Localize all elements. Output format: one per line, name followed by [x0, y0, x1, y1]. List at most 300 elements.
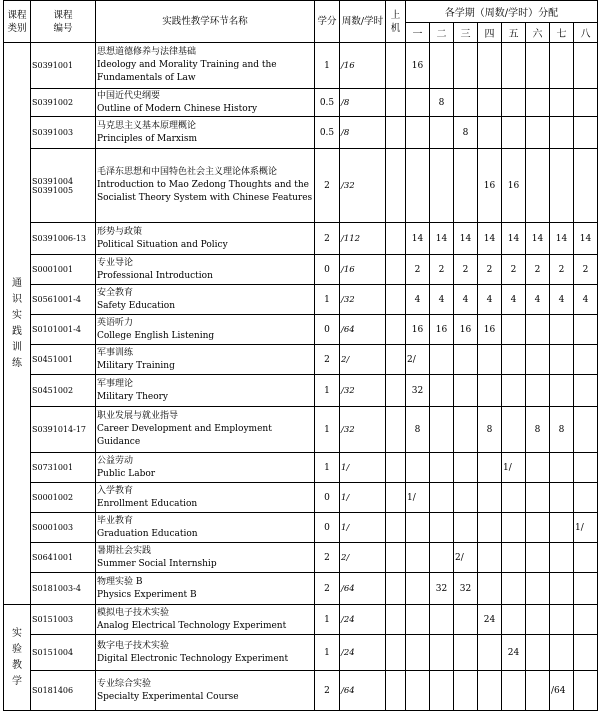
course-weeks-hours: 1/ — [340, 453, 386, 483]
course-name-en: Specialty Experimental Course — [97, 691, 239, 702]
course-name — [96, 483, 315, 513]
course-machine-hours — [386, 315, 406, 345]
table-row — [4, 407, 598, 453]
semester-3-cell — [454, 89, 478, 117]
course-machine-hours — [386, 149, 406, 223]
semester-8-cell — [574, 407, 598, 453]
semester-1-cell — [406, 149, 430, 223]
semester-1-cell: 16 — [406, 43, 430, 89]
semester-5-cell — [502, 89, 526, 117]
semester-4-cell — [478, 671, 502, 711]
header-semester-2: 二 — [430, 23, 454, 43]
header-code — [31, 1, 96, 43]
course-credit: 1 — [315, 605, 340, 635]
course-name-cn: 英语听力 — [97, 317, 134, 328]
course-weeks-hours: 2/ — [340, 345, 386, 375]
course-name — [96, 255, 315, 285]
semester-4-cell — [478, 573, 502, 605]
course-name — [96, 223, 315, 255]
semester-4-cell — [478, 483, 502, 513]
table-row — [4, 315, 598, 345]
semester-4-cell — [478, 543, 502, 573]
course-name-cn: 暑期社会实践 — [97, 545, 152, 556]
course-name-cn: 毕业教育 — [97, 515, 134, 526]
course-credit: 0.5 — [315, 117, 340, 149]
course-code: S0641001 — [31, 543, 96, 573]
semester-7-cell — [550, 543, 574, 573]
semester-7-cell: 2 — [550, 255, 574, 285]
header-semester-3: 三 — [454, 23, 478, 43]
semester-2-cell — [430, 375, 454, 407]
course-weeks-hours: /16 — [340, 255, 386, 285]
semester-2-cell — [430, 605, 454, 635]
semester-6-cell: 8 — [526, 407, 550, 453]
table-row — [4, 483, 598, 513]
header-machine — [386, 1, 406, 43]
table-row — [4, 671, 598, 711]
semester-6-cell: 2 — [526, 255, 550, 285]
semester-8-cell — [574, 315, 598, 345]
semester-8-cell — [574, 543, 598, 573]
semester-3-cell — [454, 149, 478, 223]
course-weeks-hours: 2/ — [340, 543, 386, 573]
semester-2-cell: 14 — [430, 223, 454, 255]
semester-3-cell — [454, 513, 478, 543]
table-row — [4, 635, 598, 671]
table-row — [4, 255, 598, 285]
semester-2-cell — [430, 483, 454, 513]
category-label: 通识实践训练 — [12, 277, 22, 369]
course-weeks-hours: /32 — [340, 285, 386, 315]
semester-8-cell — [574, 89, 598, 117]
course-machine-hours — [386, 285, 406, 315]
semester-8-cell — [574, 43, 598, 89]
semester-8-cell — [574, 149, 598, 223]
semester-2-cell — [430, 117, 454, 149]
course-weeks-hours: /32 — [340, 407, 386, 453]
semester-4-cell: 2 — [478, 255, 502, 285]
semester-1-cell: 2 — [406, 255, 430, 285]
semester-3-cell — [454, 375, 478, 407]
course-credit: 2 — [315, 543, 340, 573]
course-weeks-hours: 1/ — [340, 483, 386, 513]
semester-7-cell: 14 — [550, 223, 574, 255]
course-name-cn: 专业导论 — [97, 257, 134, 268]
course-name-en: Principles of Marxism — [97, 133, 197, 144]
course-machine-hours — [386, 671, 406, 711]
header-machine-label: 上机 — [390, 9, 401, 34]
course-credit: 1 — [315, 43, 340, 89]
semester-7-cell — [550, 43, 574, 89]
semester-3-cell: 2/ — [454, 543, 478, 573]
semester-1-cell — [406, 513, 430, 543]
semester-6-cell — [526, 345, 550, 375]
semester-5-cell — [502, 543, 526, 573]
semester-7-cell — [550, 149, 574, 223]
semester-1-cell: 16 — [406, 315, 430, 345]
course-code: S0451002 — [31, 375, 96, 407]
course-code: S0181003-4 — [31, 573, 96, 605]
semester-7-cell — [550, 605, 574, 635]
semester-3-cell — [454, 407, 478, 453]
course-credit: 2 — [315, 345, 340, 375]
course-credit: 1 — [315, 375, 340, 407]
course-name — [96, 635, 315, 671]
course-name-en: Ideology and Morality Training and the Fundamentals of Law — [97, 60, 277, 83]
semester-2-cell — [430, 149, 454, 223]
course-name — [96, 43, 315, 89]
semester-8-cell — [574, 375, 598, 407]
course-name-en: Outline of Modern Chinese History — [97, 103, 258, 114]
course-code: S0151003 — [31, 605, 96, 635]
course-name — [96, 315, 315, 345]
semester-7-cell: 8 — [550, 407, 574, 453]
semester-6-cell: 14 — [526, 223, 550, 255]
semester-1-cell: 32 — [406, 375, 430, 407]
course-name-en: Introduction to Mao Zedong Thoughts and the Socialist Theory System with Chinese Features — [97, 180, 313, 203]
course-credit: 2 — [315, 223, 340, 255]
table-row — [4, 375, 598, 407]
course-name-en: Political Situation and Policy — [97, 239, 228, 250]
semester-5-cell: 2 — [502, 255, 526, 285]
course-name-en: Digital Electronic Technology Experiment — [97, 653, 289, 664]
semester-1-cell: 1/ — [406, 483, 430, 513]
semester-5-cell — [502, 43, 526, 89]
header-semester-4: 四 — [478, 23, 502, 43]
course-machine-hours — [386, 483, 406, 513]
semester-8-cell: 2 — [574, 255, 598, 285]
course-code: S0001003 — [31, 513, 96, 543]
course-code: S0001002 — [31, 483, 96, 513]
semester-1-cell: 8 — [406, 407, 430, 453]
table-row — [4, 223, 598, 255]
course-name — [96, 285, 315, 315]
semester-6-cell — [526, 375, 550, 407]
header-category: 课程类别 — [4, 1, 31, 43]
semester-8-cell: 4 — [574, 285, 598, 315]
course-name — [96, 543, 315, 573]
course-machine-hours — [386, 513, 406, 543]
course-name-cn: 思想道德修养与法律基础 — [97, 47, 197, 57]
semester-4-cell: 16 — [478, 149, 502, 223]
semester-2-cell — [430, 543, 454, 573]
semester-7-cell — [550, 345, 574, 375]
semester-6-cell — [526, 513, 550, 543]
course-name-cn: 军事训练 — [97, 347, 134, 358]
course-code: S0391002 — [31, 89, 96, 117]
semester-6-cell — [526, 483, 550, 513]
semester-4-cell — [478, 43, 502, 89]
semester-7-cell: /64 — [550, 671, 574, 711]
semester-1-cell: 4 — [406, 285, 430, 315]
semester-3-cell — [454, 453, 478, 483]
semester-7-cell: 4 — [550, 285, 574, 315]
semester-8-cell — [574, 483, 598, 513]
course-name-en: Enrollment Education — [97, 498, 198, 509]
semester-8-cell — [574, 605, 598, 635]
semester-2-cell: 8 — [430, 89, 454, 117]
header-distribution: 各学期（周数/学时）分配 — [406, 1, 598, 23]
course-machine-hours — [386, 453, 406, 483]
semester-1-cell: 14 — [406, 223, 430, 255]
semester-6-cell — [526, 453, 550, 483]
semester-1-cell — [406, 605, 430, 635]
semester-6-cell — [526, 117, 550, 149]
course-code: S0391014-17 — [31, 407, 96, 453]
semester-4-cell: 16 — [478, 315, 502, 345]
course-name-en: Safety Education — [97, 300, 175, 311]
page — [3, 0, 598, 711]
semester-6-cell — [526, 315, 550, 345]
semester-2-cell — [430, 407, 454, 453]
course-machine-hours — [386, 255, 406, 285]
semester-8-cell — [574, 635, 598, 671]
semester-1-cell — [406, 635, 430, 671]
semester-8-cell — [574, 117, 598, 149]
course-machine-hours — [386, 89, 406, 117]
semester-5-cell: 24 — [502, 635, 526, 671]
semester-2-cell — [430, 345, 454, 375]
semester-7-cell — [550, 513, 574, 543]
course-weeks-hours: /64 — [340, 573, 386, 605]
semester-2-cell — [430, 453, 454, 483]
header-credit: 学分 — [315, 1, 340, 43]
category-label: 实验教学 — [12, 627, 22, 687]
course-code: S0151004 — [31, 635, 96, 671]
semester-6-cell — [526, 573, 550, 605]
semester-4-cell — [478, 635, 502, 671]
table-row — [4, 149, 598, 223]
semester-2-cell: 4 — [430, 285, 454, 315]
semester-7-cell — [550, 483, 574, 513]
semester-4-cell: 24 — [478, 605, 502, 635]
semester-1-cell — [406, 117, 430, 149]
semester-5-cell — [502, 513, 526, 543]
course-name-cn: 公益劳动 — [97, 455, 134, 466]
course-machine-hours — [386, 543, 406, 573]
course-weeks-hours: 1/ — [340, 513, 386, 543]
course-credit: 0.5 — [315, 89, 340, 117]
semester-4-cell — [478, 117, 502, 149]
course-name-cn: 职业发展与就业指导 — [97, 411, 179, 421]
course-name — [96, 573, 315, 605]
course-machine-hours — [386, 605, 406, 635]
semester-2-cell: 32 — [430, 573, 454, 605]
category-cell — [4, 43, 31, 605]
course-code: S0391001 — [31, 43, 96, 89]
course-name-cn: 入学教育 — [97, 485, 134, 496]
semester-5-cell — [502, 407, 526, 453]
course-machine-hours — [386, 117, 406, 149]
course-code: S0451001 — [31, 345, 96, 375]
header-semester-6: 六 — [526, 23, 550, 43]
course-name — [96, 89, 315, 117]
course-credit: 0 — [315, 315, 340, 345]
course-weeks-hours: /32 — [340, 149, 386, 223]
semester-5-cell — [502, 573, 526, 605]
course-name — [96, 149, 315, 223]
course-name-cn: 形势与政策 — [97, 226, 143, 237]
semester-7-cell — [550, 315, 574, 345]
course-credit: 1 — [315, 635, 340, 671]
semester-3-cell — [454, 345, 478, 375]
course-machine-hours — [386, 375, 406, 407]
category-cell — [4, 605, 31, 711]
semester-5-cell: 16 — [502, 149, 526, 223]
course-name-cn: 物理实验 B — [97, 576, 143, 587]
course-name-en: Military Theory — [97, 391, 169, 402]
course-machine-hours — [386, 223, 406, 255]
course-machine-hours — [386, 407, 406, 453]
course-weeks-hours: /16 — [340, 43, 386, 89]
semester-1-cell — [406, 573, 430, 605]
course-name — [96, 605, 315, 635]
semester-3-cell — [454, 671, 478, 711]
semester-5-cell — [502, 671, 526, 711]
semester-3-cell: 4 — [454, 285, 478, 315]
table-row — [4, 89, 598, 117]
semester-4-cell — [478, 375, 502, 407]
semester-6-cell — [526, 543, 550, 573]
semester-5-cell: 14 — [502, 223, 526, 255]
course-credit: 1 — [315, 407, 340, 453]
semester-1-cell — [406, 89, 430, 117]
semester-1-cell — [406, 543, 430, 573]
course-name-cn: 中国近代史纲要 — [97, 90, 161, 101]
course-name-cn: 安全教育 — [97, 287, 134, 298]
semester-1-cell — [406, 671, 430, 711]
course-credit: 2 — [315, 149, 340, 223]
course-name-cn: 模拟电子技术实验 — [97, 607, 170, 618]
practice-course-table — [3, 0, 598, 711]
course-name-en: Public Labor — [97, 468, 156, 479]
course-code: S0101001-4 — [31, 315, 96, 345]
course-credit: 0 — [315, 255, 340, 285]
course-name — [96, 453, 315, 483]
semester-1-cell — [406, 453, 430, 483]
semester-2-cell: 16 — [430, 315, 454, 345]
semester-5-cell — [502, 315, 526, 345]
semester-2-cell — [430, 635, 454, 671]
semester-3-cell: 2 — [454, 255, 478, 285]
course-weeks-hours: /8 — [340, 89, 386, 117]
semester-3-cell — [454, 483, 478, 513]
header-semester-1: 一 — [406, 23, 430, 43]
table-row — [4, 285, 598, 315]
semester-3-cell: 32 — [454, 573, 478, 605]
semester-3-cell — [454, 43, 478, 89]
semester-4-cell — [478, 513, 502, 543]
course-name-cn: 数字电子技术实验 — [97, 640, 170, 651]
semester-7-cell — [550, 375, 574, 407]
course-weeks-hours: /24 — [340, 635, 386, 671]
table-row — [4, 605, 598, 635]
course-name-en: Professional Introduction — [97, 270, 213, 281]
semester-7-cell — [550, 453, 574, 483]
header-weeks-hours: 周数/学时 — [340, 1, 386, 43]
course-machine-hours — [386, 635, 406, 671]
semester-3-cell: 8 — [454, 117, 478, 149]
semester-8-cell — [574, 573, 598, 605]
course-name-en: Analog Electrical Technology Experiment — [97, 620, 287, 631]
semester-3-cell: 16 — [454, 315, 478, 345]
course-credit: 1 — [315, 285, 340, 315]
semester-8-cell — [574, 345, 598, 375]
course-machine-hours — [386, 345, 406, 375]
semester-6-cell — [526, 605, 550, 635]
semester-6-cell — [526, 635, 550, 671]
course-credit: 2 — [315, 573, 340, 605]
course-machine-hours — [386, 573, 406, 605]
course-name-en: Summer Social Internship — [97, 558, 217, 569]
course-name — [96, 513, 315, 543]
course-name-cn: 专业综合实验 — [97, 678, 152, 689]
semester-2-cell — [430, 43, 454, 89]
course-machine-hours — [386, 43, 406, 89]
course-credit: 2 — [315, 671, 340, 711]
course-name-cn: 毛泽东思想和中国特色社会主义理论体系概论 — [97, 167, 278, 177]
course-name — [96, 375, 315, 407]
semester-8-cell: 1/ — [574, 513, 598, 543]
course-code: S0391006-13 — [31, 223, 96, 255]
semester-3-cell — [454, 605, 478, 635]
course-code: S0561001-4 — [31, 285, 96, 315]
course-name-en: Career Development and Employment Guidance — [97, 424, 272, 447]
course-weeks-hours: /32 — [340, 375, 386, 407]
course-code: S0391003 — [31, 117, 96, 149]
course-weeks-hours: /64 — [340, 671, 386, 711]
header-semester-7: 七 — [550, 23, 574, 43]
semester-5-cell — [502, 375, 526, 407]
semester-6-cell — [526, 43, 550, 89]
semester-5-cell — [502, 483, 526, 513]
course-name — [96, 407, 315, 453]
semester-1-cell: 2/ — [406, 345, 430, 375]
semester-2-cell — [430, 671, 454, 711]
course-credit: 1 — [315, 453, 340, 483]
semester-5-cell — [502, 117, 526, 149]
semester-7-cell — [550, 573, 574, 605]
semester-5-cell: 1/ — [502, 453, 526, 483]
table-body — [4, 43, 598, 711]
header-name: 实践性教学环节名称 — [96, 1, 315, 43]
semester-6-cell: 4 — [526, 285, 550, 315]
course-name-cn: 马克思主义基本原理概论 — [97, 120, 197, 131]
semester-4-cell — [478, 89, 502, 117]
table-row — [4, 117, 598, 149]
table-row — [4, 573, 598, 605]
course-name-en: Physics Experiment B — [97, 589, 197, 600]
course-name-cn: 军事理论 — [97, 378, 134, 389]
table-row — [4, 453, 598, 483]
header-semester-5: 五 — [502, 23, 526, 43]
semester-3-cell — [454, 635, 478, 671]
course-code: S0001001 — [31, 255, 96, 285]
semester-6-cell — [526, 89, 550, 117]
semester-4-cell — [478, 453, 502, 483]
table-row — [4, 543, 598, 573]
semester-8-cell: 14 — [574, 223, 598, 255]
semester-5-cell — [502, 345, 526, 375]
course-name — [96, 117, 315, 149]
semester-2-cell — [430, 513, 454, 543]
semester-5-cell — [502, 605, 526, 635]
semester-2-cell: 2 — [430, 255, 454, 285]
course-credit: 0 — [315, 513, 340, 543]
course-weeks-hours: /64 — [340, 315, 386, 345]
course-credit: 0 — [315, 483, 340, 513]
header-semester-8: 八 — [574, 23, 598, 43]
